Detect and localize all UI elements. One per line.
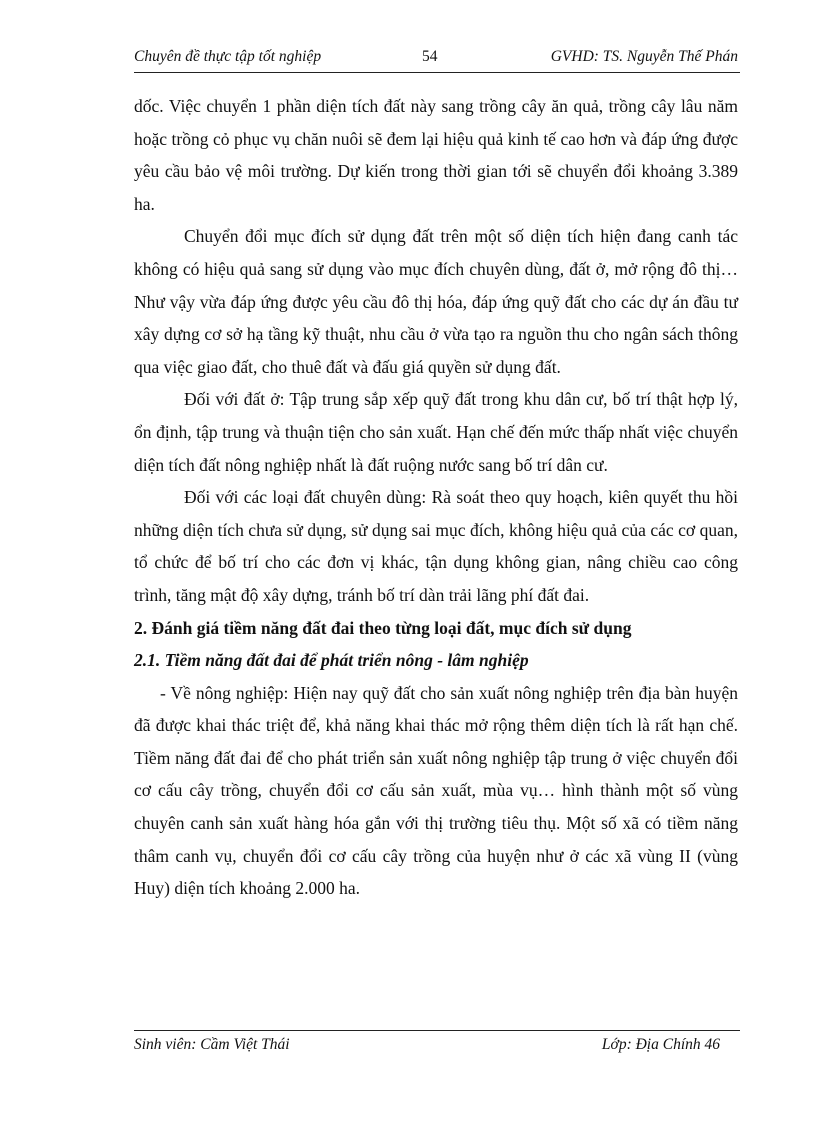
footer-student: Sinh viên: Cầm Việt Thái: [134, 1036, 290, 1053]
paragraph-residential-land: Đối với đất ở: Tập trung sắp xếp quỹ đất trong khu dân cư, bố trí thật hợp lý, ổn định, tập trung và thuận tiện cho sản xuất. Hạn chế đến mức thấp nhất việc chuyển diện tích đất nông nghiệp nhất là đất ruộng nước sang bố trí dân cư.: [134, 389, 738, 475]
subsection-heading-2-1: 2.1. Tiềm năng đất đai để phát triển nông - lâm nghiệp: [134, 650, 529, 671]
page-header: [134, 48, 740, 70]
page-footer: [134, 1036, 740, 1058]
header-advisor: GVHD: TS. Nguyễn Thế Phán: [550, 48, 738, 65]
header-divider: [134, 72, 740, 73]
section-heading-2: 2. Đánh giá tiềm năng đất đai theo từng loại đất, mục đích sử dụng: [134, 617, 632, 638]
page-body: [134, 90, 738, 905]
header-title: Chuyên đề thực tập tốt nghiệp: [134, 48, 322, 65]
paragraph-agriculture: - Về nông nghiệp: Hiện nay quỹ đất cho sản xuất nông nghiệp trên địa bàn huyện đã được khai thác triệt để, khả năng khai thác mở rộng thêm diện tích là rất hạn chế. Tiềm năng đất đai để cho phát triển sản xuất nông nghiệp tập trung ở việc chuyển đổi cơ cấu cây trồng, chuyển đổi cơ cấu sản xuất, mùa vụ… hình thành một số vùng chuyên canh sản xuất hàng hóa gắn với thị trường tiêu thụ. Một số xã có tiềm năng thâm canh vụ, chuyển đổi cơ cấu cây trồng của huyện như ở các xã vùng II (vùng Huy) diện tích khoảng 2.000 ha.: [134, 682, 738, 899]
paragraph-specialized-land: Đối với các loại đất chuyên dùng: Rà soát theo quy hoạch, kiên quyết thu hồi những diện tích chưa sử dụng, sử dụng sai mục đích, không hiệu quả của các cơ quan, tổ chức để bố trí cho các đơn vị khác, tận dụng không gian, nâng chiều cao công trình, tăng mật độ xây dựng, tránh bố trí dàn trải lãng phí đất đai.: [134, 487, 738, 605]
footer-divider: [134, 1030, 740, 1031]
paragraph-continuation: dốc. Việc chuyển 1 phần diện tích đất này sang trồng cây ăn quả, trồng cây lâu năm hoặc trồng cỏ phục vụ chăn nuôi sẽ đem lại hiệu quả kinh tế cao hơn và đáp ứng được yêu cầu bảo vệ môi trường. Dự kiến trong thời gian tới sẽ chuyển đổi khoảng 3.389 ha.: [134, 96, 738, 214]
footer-class: Lớp: Địa Chính 46: [601, 1036, 720, 1053]
page-number: 54: [422, 48, 438, 65]
paragraph-land-use-conversion: Chuyển đổi mục đích sử dụng đất trên một số diện tích hiện đang canh tác không có hiệu quả sang sử dụng vào mục đích chuyên dùng, đất ở, mở rộng đô thị…Như vậy vừa đáp ứng được yêu cầu đô thị hóa, đáp ứng quỹ đất cho các dự án đầu tư xây dựng cơ sở hạ tầng kỹ thuật, nhu cầu ở vừa tạo ra nguồn thu cho ngân sách thông qua việc giao đất, cho thuê đất và đấu giá quyền sử dụng đất.: [134, 226, 738, 377]
